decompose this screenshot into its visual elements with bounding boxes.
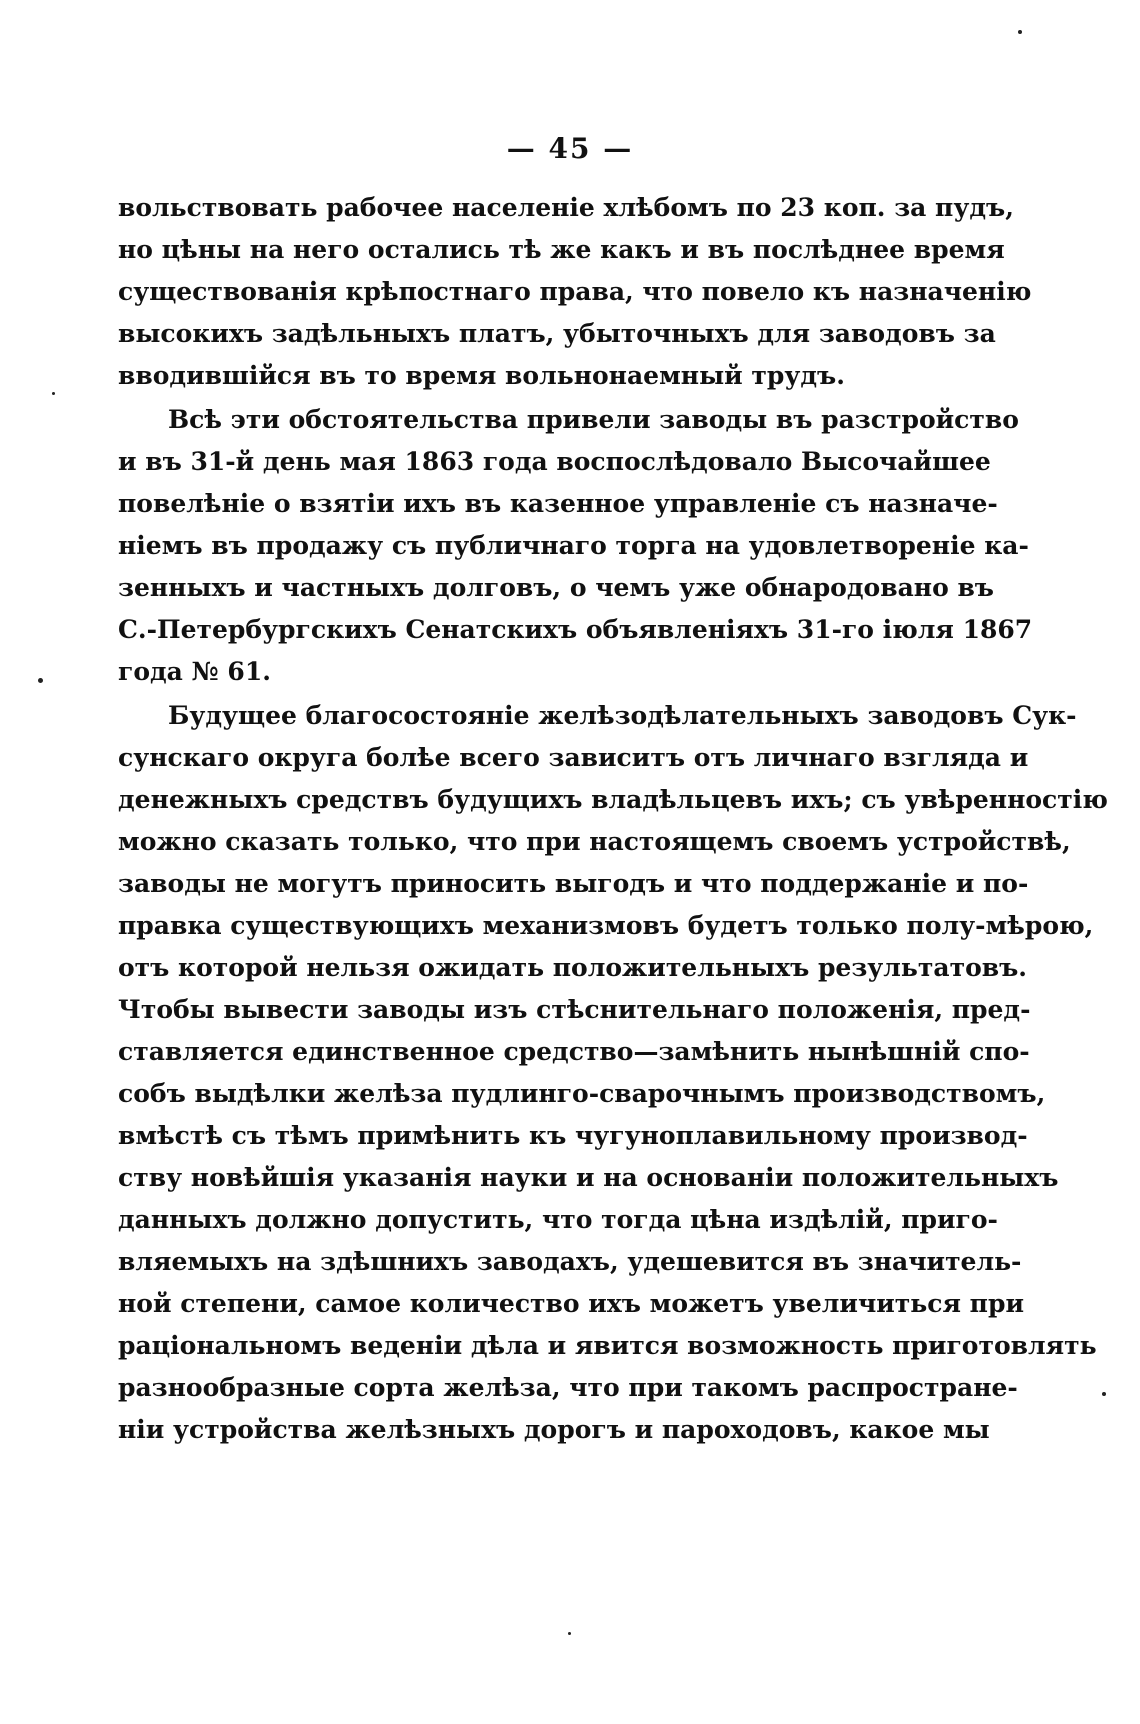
text-line: вляемыхъ на здѣшнихъ заводахъ, удешевится въ значитель-: [118, 1247, 1022, 1276]
text-line: ной степени, самое количество ихъ можетъ увеличиться при: [118, 1289, 1024, 1318]
text-line: Чтобы вывести заводы изъ стѣснительнаго положенія, пред-: [118, 995, 1031, 1024]
text-line: разнообразные сорта желѣза, что при такомъ распростране-: [118, 1373, 1018, 1402]
text-line: собъ выдѣлки желѣза пудлинго-сварочнымъ производствомъ,: [118, 1079, 1046, 1108]
text-line: Будущее благосостояніе желѣзодѣлательныхъ заводовъ Сук-: [168, 701, 1077, 730]
text-line: и въ 31-й день мая 1863 года воспослѣдовало Высочайшее: [118, 447, 991, 476]
text-line: Всѣ эти обстоятельства привели заводы въ разстройство: [168, 405, 1019, 434]
text-line: данныхъ должно допустить, что тогда цѣна издѣлій, приго-: [118, 1205, 998, 1234]
text-line: денежныхъ средствъ будущихъ владѣльцевъ ихъ; съ увѣренностію: [118, 785, 1108, 814]
text-line: вольствовать рабочее населеніе хлѣбомъ по 23 коп. за пудъ,: [118, 193, 1014, 222]
text-line: ству новѣйшія указанія науки и на основаніи положительныхъ: [118, 1163, 1059, 1192]
text-line: ніи устройства желѣзныхъ дорогъ и пароходовъ, какое мы: [118, 1415, 990, 1444]
text-line: зенныхъ и частныхъ долговъ, о чемъ уже обнародовано въ: [118, 573, 994, 602]
scan-speck: [568, 1632, 571, 1635]
text-line: заводы не могутъ приносить выгодъ и что поддержаніе и по-: [118, 869, 1029, 898]
text-line: раціональномъ веденіи дѣла и явится возможность приготовлять: [118, 1331, 1097, 1360]
scan-speck: [1102, 1392, 1106, 1396]
text-line: ставляется единственное средство—замѣнить нынѣшній спо-: [118, 1037, 1030, 1066]
page-number: — 45 —: [506, 132, 634, 165]
text-line: повелѣніе о взятіи ихъ въ казенное управленіе съ назначе-: [118, 489, 998, 518]
text-line: года № 61.: [118, 657, 271, 686]
scan-speck: [38, 678, 43, 683]
text-line: С.-Петербургскихъ Сенатскихъ объявленіяхъ 31-го іюля 1867: [118, 615, 1033, 644]
text-line: можно сказать только, что при настоящемъ своемъ устройствѣ,: [118, 827, 1071, 856]
text-line: существованія крѣпостнаго права, что повело къ назначенію: [118, 277, 1032, 306]
text-line: правка существующихъ механизмовъ будетъ только полу-мѣрою,: [118, 911, 1094, 940]
scan-speck: [1018, 30, 1022, 34]
text-line: вмѣстѣ съ тѣмъ примѣнить къ чугуноплавильному производ-: [118, 1121, 1028, 1150]
text-line: ніемъ въ продажу съ публичнаго торга на удовлетвореніе ка-: [118, 531, 1029, 560]
text-line: сунскаго округа болѣе всего зависитъ отъ личнаго взгляда и: [118, 743, 1029, 772]
text-line: высокихъ задѣльныхъ платъ, убыточныхъ для заводовъ за: [118, 319, 996, 348]
text-line: но цѣны на него остались тѣ же какъ и въ послѣднее время: [118, 235, 1005, 264]
text-line: вводившійся въ то время вольнонаемный трудъ.: [118, 361, 845, 390]
text-line: отъ которой нельзя ожидать положительныхъ результатовъ.: [118, 953, 1027, 982]
scan-speck: [52, 392, 55, 395]
